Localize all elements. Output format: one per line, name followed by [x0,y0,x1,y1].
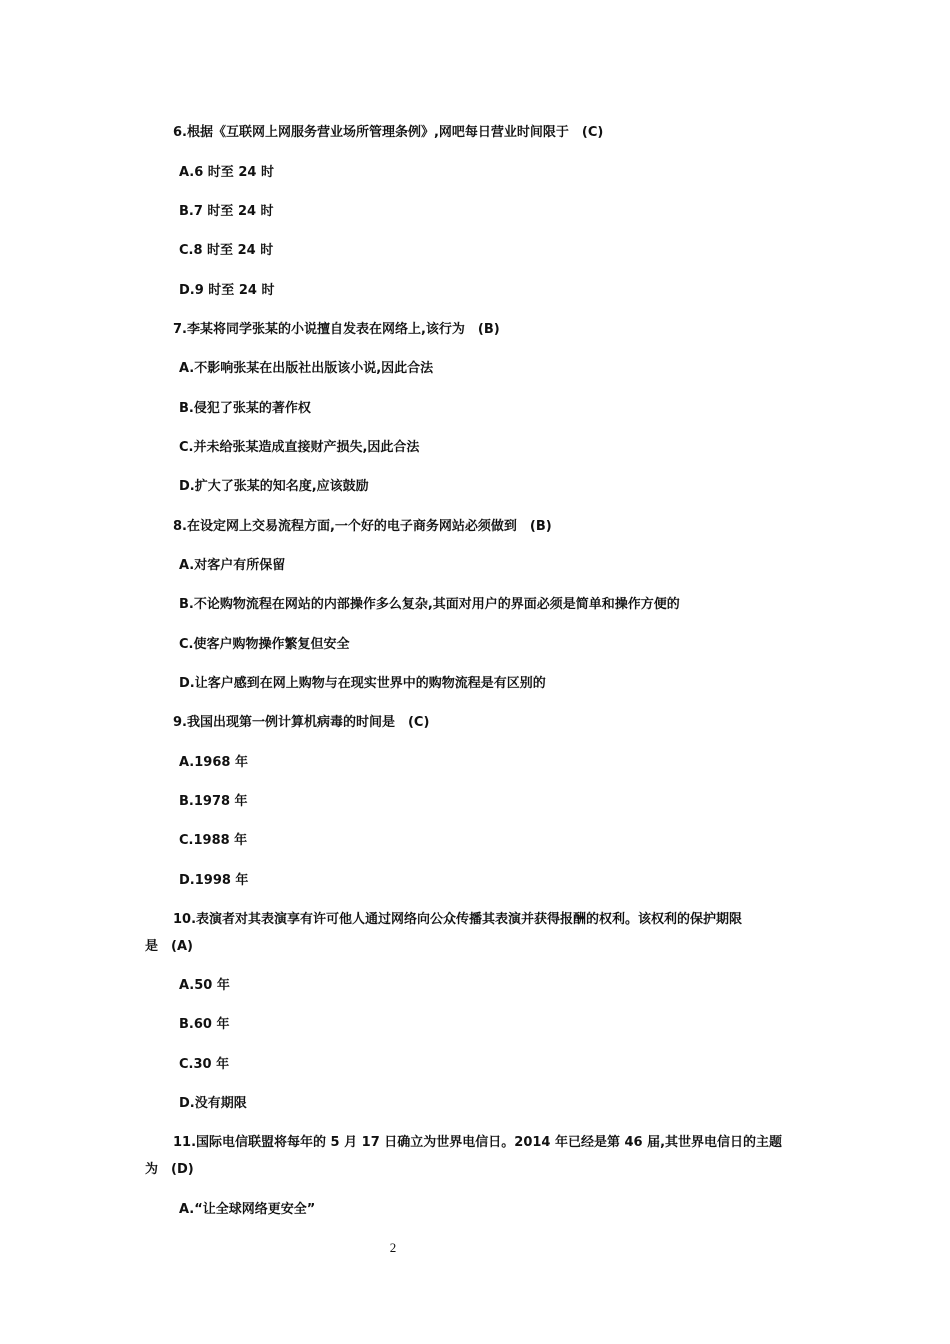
option-9a: A.1968 年 [179,755,248,770]
option-7d: D.扩大了张某的知名度,应该鼓励 [179,479,369,494]
question-6: 6.根据《互联网上网服务营业场所管理条例》,网吧每日营业时间限于 (C) [173,125,604,140]
option-6d: D.9 时至 24 时 [179,283,275,298]
question-7: 7.李某将同学张某的小说擅自发表在网络上,该行为 (B) [173,322,500,337]
question-11-line2: 为 (D) [145,1162,194,1177]
option-7c: C.并未给张某造成直接财产损失,因此合法 [179,440,420,455]
option-7b: B.侵犯了张某的著作权 [179,401,311,416]
option-8d: D.让客户感到在网上购物与在现实世界中的购物流程是有区别的 [179,676,546,691]
question-11-line1: 11.国际电信联盟将每年的 5 月 17 日确立为世界电信日。2014 年已经是第 46 届,其世界电信日的主题 [173,1135,783,1150]
option-8c: C.使客户购物操作繁复但安全 [179,637,350,652]
option-10a: A.50 年 [179,978,230,993]
option-10d: D.没有期限 [179,1096,247,1111]
option-7a: A.不影响张某在出版社出版该小说,因此合法 [179,361,434,376]
option-11a: A.“让全球网络更安全” [179,1202,316,1217]
question-10-line1: 10.表演者对其表演享有许可他人通过网络向公众传播其表演并获得报酬的权利。该权利的保护期限 [173,912,743,927]
option-9b: B.1978 年 [179,794,248,809]
question-9: 9.我国出现第一例计算机病毒的时间是 (C) [173,715,430,730]
option-6c: C.8 时至 24 时 [179,243,274,258]
option-6a: A.6 时至 24 时 [179,165,274,180]
option-9c: C.1988 年 [179,833,248,848]
option-9d: D.1998 年 [179,873,249,888]
option-8b: B.不论购物流程在网站的内部操作多么复杂,其面对用户的界面必须是简单和操作方便的 [179,597,680,612]
option-8a: A.对客户有所保留 [179,558,286,573]
option-6b: B.7 时至 24 时 [179,204,274,219]
option-10b: B.60 年 [179,1017,230,1032]
question-10-line2: 是 (A) [145,939,193,954]
page-number: 2 [389,1240,397,1255]
option-10c: C.30 年 [179,1057,230,1072]
question-8: 8.在设定网上交易流程方面,一个好的电子商务网站必须做到 (B) [173,519,552,534]
